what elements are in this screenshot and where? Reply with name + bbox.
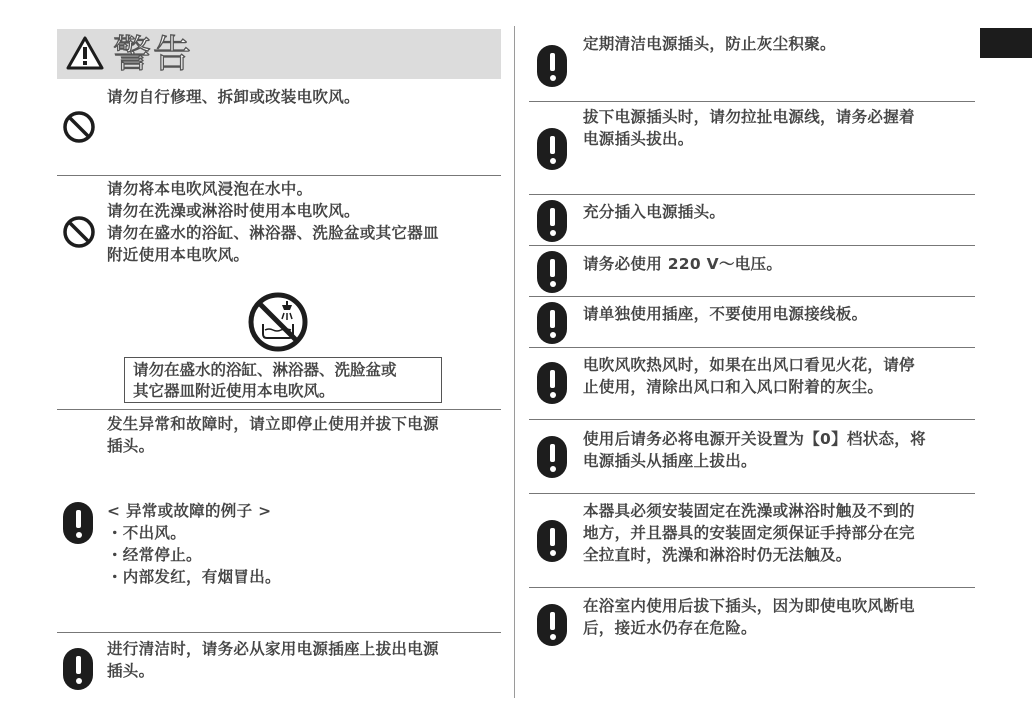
text-line: 请勿在洗澡或淋浴时使用本电吹风。 xyxy=(107,202,360,220)
right-section-7-text xyxy=(583,428,926,472)
left-section-2-text xyxy=(107,178,439,266)
text-line: 插头。 xyxy=(107,437,155,455)
right-section-8-text xyxy=(583,500,915,566)
section-divider xyxy=(57,632,501,633)
warning-triangle-icon xyxy=(65,35,105,71)
right-section-2-text xyxy=(583,106,915,150)
text-line: 拔下电源插头时，请勿拉扯电源线，请务必握着 xyxy=(583,108,915,126)
section-divider xyxy=(529,101,975,102)
section-divider xyxy=(529,194,975,195)
mandatory-icon xyxy=(537,200,567,242)
text-line: 全拉直时，洗澡和淋浴时仍无法触及。 xyxy=(583,546,852,564)
right-section-5-text xyxy=(583,303,867,325)
warning-title: 警告 xyxy=(113,32,194,76)
mandatory-icon xyxy=(537,128,567,170)
text-line: 请勿自行修理、拆卸或改装电吹风。 xyxy=(107,88,360,106)
caption-line: 请勿在盛水的浴缸、淋浴器、洗脸盆或 xyxy=(133,361,397,379)
mandatory-icon xyxy=(537,302,567,344)
section-divider xyxy=(57,409,501,410)
mandatory-icon xyxy=(537,251,567,293)
text-line: 止使用，清除出风口和入风口附着的灰尘。 xyxy=(583,378,884,396)
column-divider xyxy=(514,26,515,698)
text-line: 后，接近水仍存在危险。 xyxy=(583,619,757,637)
text-line: 电源插头拔出。 xyxy=(583,130,694,148)
text-line: 请勿将本电吹风浸泡在水中。 xyxy=(107,180,313,198)
text-line: 电源插头从插座上拔出。 xyxy=(583,452,757,470)
left-section-1-text xyxy=(107,86,360,108)
text-line: 充分插入电源插头。 xyxy=(583,203,726,221)
section-divider xyxy=(529,296,975,297)
section-divider xyxy=(57,175,501,176)
mandatory-icon xyxy=(537,436,567,478)
right-section-4-text xyxy=(583,253,782,275)
text-line: 请务必使用 220 V～电压。 xyxy=(583,255,783,273)
mandatory-icon xyxy=(537,45,567,87)
section-divider xyxy=(529,347,975,348)
mandatory-icon xyxy=(63,648,93,690)
text-line: 请单独使用插座，不要使用电源接线板。 xyxy=(583,305,868,323)
text-line: 进行清洁时，请务必从家用电源插座上拔出电源 xyxy=(107,640,439,658)
section-divider xyxy=(529,587,975,588)
right-section-9-text xyxy=(583,595,915,639)
warning-header xyxy=(57,29,501,79)
mandatory-icon xyxy=(63,502,93,544)
text-line: 在浴室内使用后拔下插头，因为即使电吹风断电 xyxy=(583,597,915,615)
text-line: 地方，并且器具的安装固定须保证手持部分在完 xyxy=(583,524,915,542)
no-water-icon xyxy=(248,292,308,352)
prohibition-icon xyxy=(62,110,96,144)
mandatory-icon xyxy=(537,520,567,562)
left-section-3-text xyxy=(107,413,439,457)
text-line: 插头。 xyxy=(107,662,155,680)
section-tab-marker xyxy=(980,28,1032,58)
left-section-4-text xyxy=(107,500,281,588)
text-line: 定期清洁电源插头，防止灰尘积聚。 xyxy=(583,35,836,53)
text-line: 电吹风吹热风时，如果在出风口看见火花，请停 xyxy=(583,356,915,374)
text-line: 请勿在盛水的浴缸、淋浴器、洗脸盆或其它器皿 xyxy=(107,224,439,242)
caption-box xyxy=(124,357,442,403)
text-line: 附近使用本电吹风。 xyxy=(107,246,250,264)
section-divider xyxy=(529,419,975,420)
text-line: ・经常停止。 xyxy=(107,546,202,564)
mandatory-icon xyxy=(537,604,567,646)
caption-line: 其它器皿附近使用本电吹风。 xyxy=(133,382,335,400)
text-line: 发生异常和故障时，请立即停止使用并拔下电源 xyxy=(107,415,439,433)
section-divider xyxy=(529,493,975,494)
mandatory-icon xyxy=(537,362,567,404)
left-section-5-text xyxy=(107,638,439,682)
right-section-1-text xyxy=(583,33,836,55)
text-line: 使用后请务必将电源开关设置为【0】档状态，将 xyxy=(583,430,926,448)
text-line: 本器具必须安装固定在洗澡或淋浴时触及不到的 xyxy=(583,502,915,520)
text-line: ・内部发红，有烟冒出。 xyxy=(107,568,281,586)
prohibition-icon xyxy=(62,215,96,249)
text-line: < 异常或故障的例子 > xyxy=(107,502,272,520)
text-line: ・不出风。 xyxy=(107,524,187,542)
right-section-3-text xyxy=(583,201,725,223)
section-divider xyxy=(529,245,975,246)
right-section-6-text xyxy=(583,354,915,398)
